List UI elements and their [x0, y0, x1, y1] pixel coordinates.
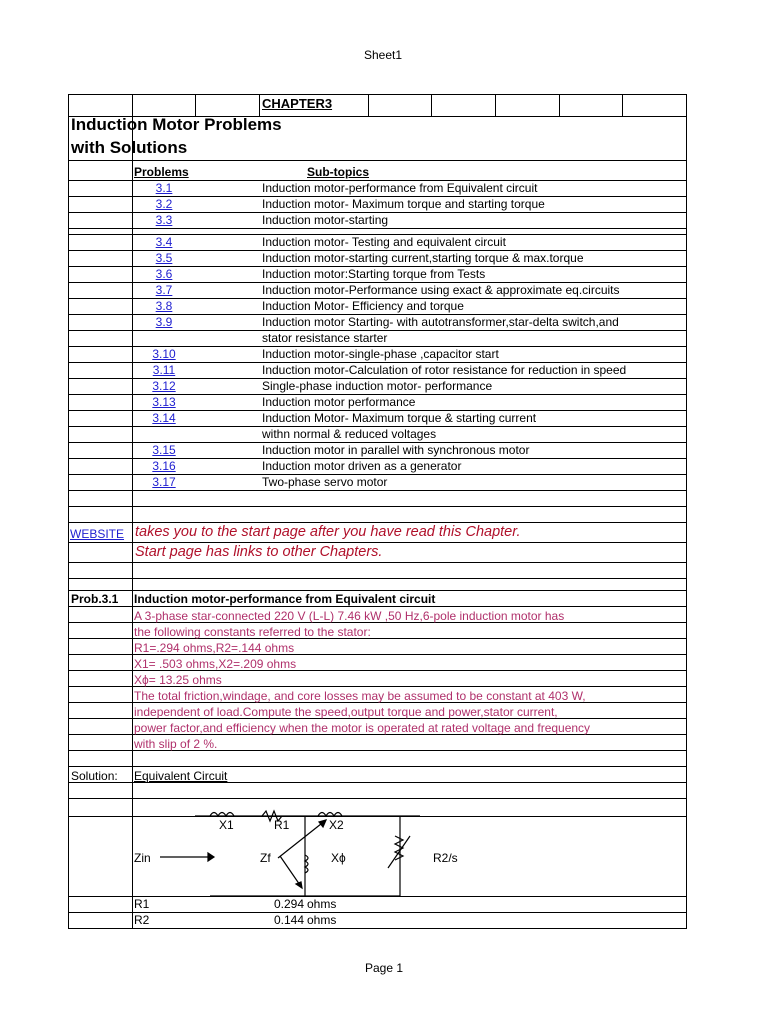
- circuit-label-r2s: R2/s: [433, 851, 458, 865]
- problem-link[interactable]: 3.7: [155, 283, 173, 297]
- value-unit: ohms: [307, 897, 337, 911]
- circuit-label-zf: Zf: [260, 851, 271, 865]
- problem-link[interactable]: 3.15: [152, 443, 176, 457]
- problem-statement-line: independent of load.Compute the speed,output torque and power,stator current,: [134, 705, 558, 719]
- problem-title: Induction motor-performance from Equivalent circuit: [134, 592, 436, 606]
- problem-statement-line: A 3-phase star-connected 220 V (L-L) 7.46 kW ,50 Hz,6-pole induction motor has: [134, 609, 565, 623]
- value-number: 0.294: [273, 897, 304, 911]
- chapter-heading: CHAPTER3: [262, 96, 333, 111]
- problem-statement-line: R1=.294 ohms,R2=.144 ohms: [134, 641, 295, 655]
- page-footer: Page 1: [365, 961, 404, 975]
- value-name: R2: [134, 913, 150, 927]
- problem-subtopic: Induction motor-starting: [262, 213, 389, 227]
- problem-subtopic: Induction motor-single-phase ,capacitor start: [262, 347, 499, 361]
- problem-link[interactable]: 3.6: [155, 267, 173, 281]
- problem-statement-line: X1= .503 ohms,X2=.209 ohms: [134, 657, 297, 671]
- problem-link[interactable]: 3.3: [155, 213, 173, 227]
- problem-link[interactable]: 3.16: [152, 459, 176, 473]
- page-title-line1: Induction Motor Problems: [71, 115, 282, 134]
- problem-subtopic: stator resistance starter: [262, 331, 388, 345]
- problem-link[interactable]: 3.11: [152, 363, 176, 377]
- problem-link[interactable]: 3.13: [152, 395, 176, 409]
- problem-link[interactable]: 3.2: [155, 197, 173, 211]
- solution-label: Solution:: [71, 769, 118, 783]
- circuit-label-x1: X1: [219, 818, 234, 832]
- website-note-line1: takes you to the start page after you have read this Chapter.: [135, 524, 521, 540]
- circuit-label-x2: X2: [329, 818, 344, 832]
- problem-subtopic: Induction motor- Testing and equivalent circuit: [262, 235, 506, 249]
- problem-label: Prob.3.1: [71, 592, 119, 606]
- value-unit: ohms: [307, 913, 337, 927]
- problem-subtopic: Two-phase servo motor: [262, 475, 388, 489]
- problem-link[interactable]: 3.8: [155, 299, 173, 313]
- circuit-label-zin: Zin: [134, 851, 151, 865]
- problem-statement-line: the following constants referred to the stator:: [134, 625, 371, 639]
- problem-subtopic: Induction motor-starting current,starting torque & max.torque: [262, 251, 584, 265]
- problem-statement-line: with slip of 2 %.: [134, 737, 218, 751]
- problem-subtopic: Induction motor Starting- with autotransformer,star-delta switch,and: [262, 315, 619, 329]
- problem-subtopic: Induction Motor- Efficiency and torque: [262, 299, 464, 313]
- problem-subtopic: Induction Motor- Maximum torque & starting current: [262, 411, 537, 425]
- problem-subtopic: Single-phase induction motor- performance: [262, 379, 493, 393]
- problem-link[interactable]: 3.10: [152, 347, 176, 361]
- problem-link[interactable]: 3.14: [152, 411, 176, 425]
- problem-link[interactable]: 3.17: [152, 475, 176, 489]
- page-title-line2: with Solutions: [71, 138, 188, 157]
- website-link[interactable]: WEBSITE: [70, 527, 125, 541]
- problem-link[interactable]: 3.1: [155, 181, 173, 195]
- problem-statement-line: Xϕ= 13.25 ohms: [134, 673, 222, 687]
- equivalent-circuit-drawing: [160, 811, 420, 896]
- problem-subtopic: Induction motor-Calculation of rotor resistance for reduction in speed: [262, 363, 627, 377]
- value-name: R1: [134, 897, 150, 911]
- problems-column-header: Problems: [134, 165, 189, 179]
- problem-subtopic: Induction motor driven as a generator: [262, 459, 462, 473]
- circuit-label-xphi: Xϕ: [331, 851, 346, 865]
- problem-subtopic: Induction motor- Maximum torque and starting torque: [262, 197, 545, 211]
- circuit-label-r1: R1: [274, 818, 290, 832]
- subtopics-column-header: Sub-topics: [307, 165, 369, 179]
- problem-subtopic: Induction motor:Starting torque from Tests: [262, 267, 486, 281]
- website-note-line2: Start page has links to other Chapters.: [135, 544, 383, 560]
- problem-subtopic: withn normal & reduced voltages: [262, 427, 437, 441]
- value-number: 0.144: [273, 913, 304, 927]
- problem-subtopic: Induction motor in parallel with synchronous motor: [262, 443, 530, 457]
- solution-title: Equivalent Circuit: [134, 769, 228, 783]
- problem-statement-line: power factor,and efficiency when the motor is operated at rated voltage and frequency: [134, 721, 591, 735]
- problem-link[interactable]: 3.5: [155, 251, 173, 265]
- problem-link[interactable]: 3.4: [155, 235, 173, 249]
- problem-subtopic: Induction motor performance: [262, 395, 416, 409]
- problem-subtopic: Induction motor-Performance using exact & approximate eq.circuits: [262, 283, 620, 297]
- sheet-title: Sheet1: [364, 48, 403, 62]
- problem-statement-line: The total friction,windage, and core losses may be assumed to be constant at 403 W,: [134, 689, 586, 703]
- problem-subtopic: Induction motor-performance from Equivalent circuit: [262, 181, 538, 195]
- problem-link[interactable]: 3.12: [152, 379, 176, 393]
- problem-link[interactable]: 3.9: [155, 315, 173, 329]
